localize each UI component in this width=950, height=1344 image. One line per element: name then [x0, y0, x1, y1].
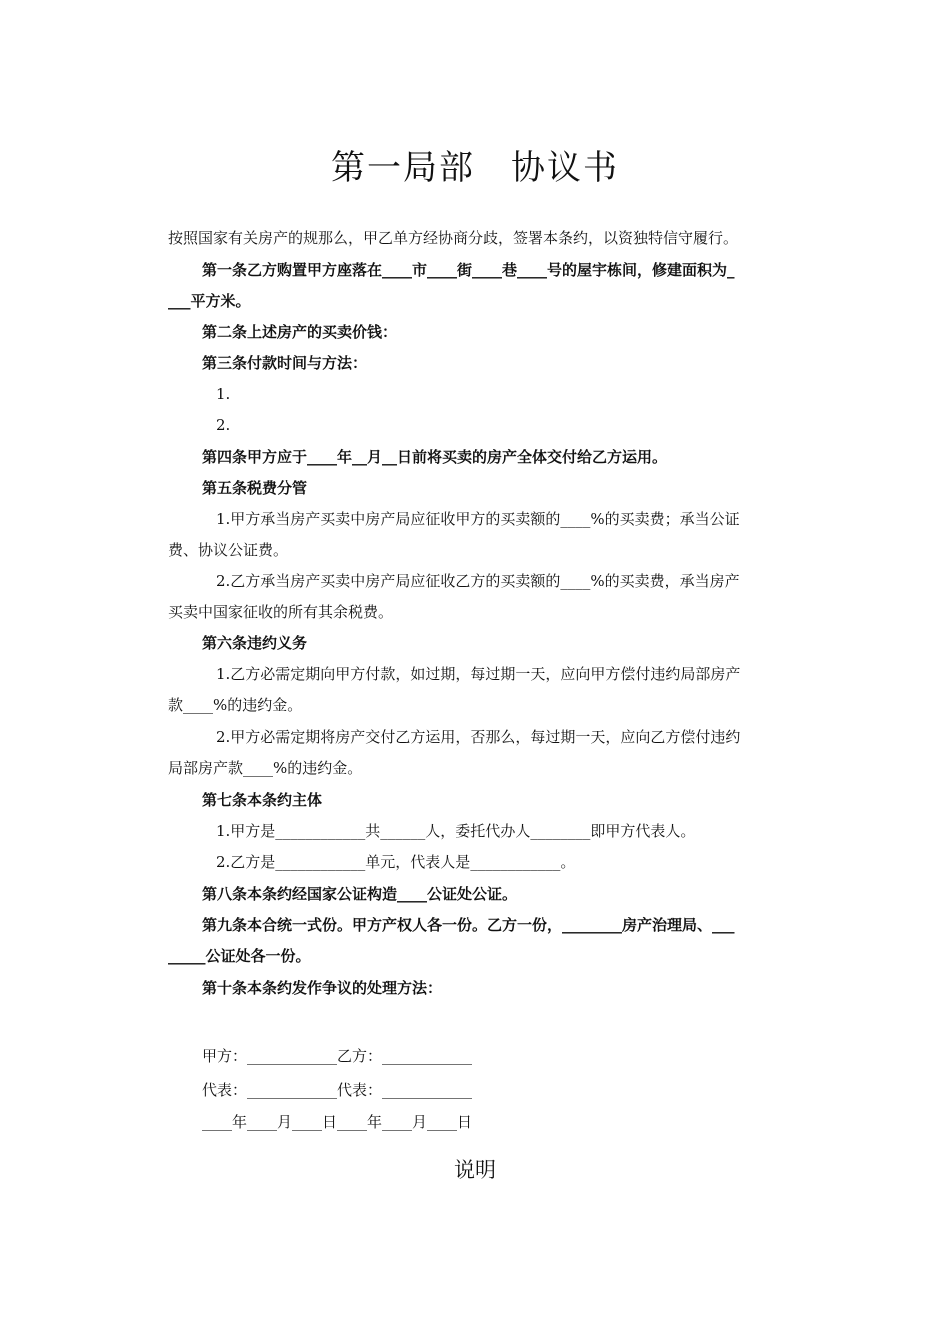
article-5-item-1-line-2: 费、协议公证费。	[168, 541, 289, 559]
article-6-item-1-line-1: 1.乙方必需定期向甲方付款，如过期，每过期一天，应向甲方偿付违约局部房产	[216, 665, 741, 683]
article-4: 第四条甲方应于____年__月__日前将买卖的房产全体交付给乙方运用。	[202, 448, 668, 466]
article-7: 第七条本条约主体	[202, 791, 323, 809]
article-7-item-1: 1.甲方是____________共______人，委托代办人________即甲方代表人。	[216, 822, 696, 840]
note-heading: 说明	[454, 1158, 496, 1182]
article-8: 第八条本条约经国家公证构造____公证处公证。	[202, 885, 518, 903]
signature-representatives: 代表：____________代表：____________	[202, 1081, 473, 1099]
article-3: 第三条付款时间与方法：	[202, 354, 368, 372]
article-3-item-1: 1.	[216, 385, 231, 403]
article-6-item-2-line-2: 局部房产款____%的违约金。	[168, 759, 363, 777]
article-6-item-1-line-2: 款____%的违约金。	[168, 696, 303, 714]
signature-dates: ____年____月____日____年____月____日	[202, 1113, 473, 1131]
article-5: 第五条税费分管	[202, 479, 308, 497]
article-1-line-2: ___平方米。	[168, 292, 251, 310]
article-3-item-2: 2.	[216, 416, 231, 434]
article-9-line-2: _____公证处各一份。	[168, 947, 311, 965]
article-6: 第六条违约义务	[202, 634, 308, 652]
document-title: 第一局部 协议书	[331, 148, 619, 188]
article-5-item-1-line-1: 1.甲方承当房产买卖中房产局应征收甲方的买卖额的____%的买卖费；承当公证	[216, 510, 740, 528]
intro-paragraph: 按照国家有关房产的规那么，甲乙单方经协商分歧，签署本条约，以资独特信守履行。	[168, 229, 739, 247]
article-1-line-1: 第一条乙方购置甲方座落在____市____街____巷____号的屋宇栋间，修建面积为_	[202, 261, 735, 279]
article-6-item-2-line-1: 2.甲方必需定期将房产交付乙方运用，否那么，每过期一天，应向乙方偿付违约	[216, 728, 741, 746]
article-7-item-2: 2.乙方是____________单元，代表人是____________。	[216, 853, 576, 871]
article-2: 第二条上述房产的买卖价钱：	[202, 323, 398, 341]
signature-parties: 甲方：____________乙方：____________	[202, 1047, 473, 1065]
article-5-item-2-line-2: 买卖中国家征收的所有其余税费。	[168, 603, 394, 621]
article-10: 第十条本条约发作争议的处理方法：	[202, 979, 443, 997]
article-5-item-2-line-1: 2.乙方承当房产买卖中房产局应征收乙方的买卖额的____%的买卖费，承当房产	[216, 572, 740, 590]
article-9-line-1: 第九条本合统一式份。甲方产权人各一份。乙方一份，________房产治理局、___	[202, 916, 735, 934]
